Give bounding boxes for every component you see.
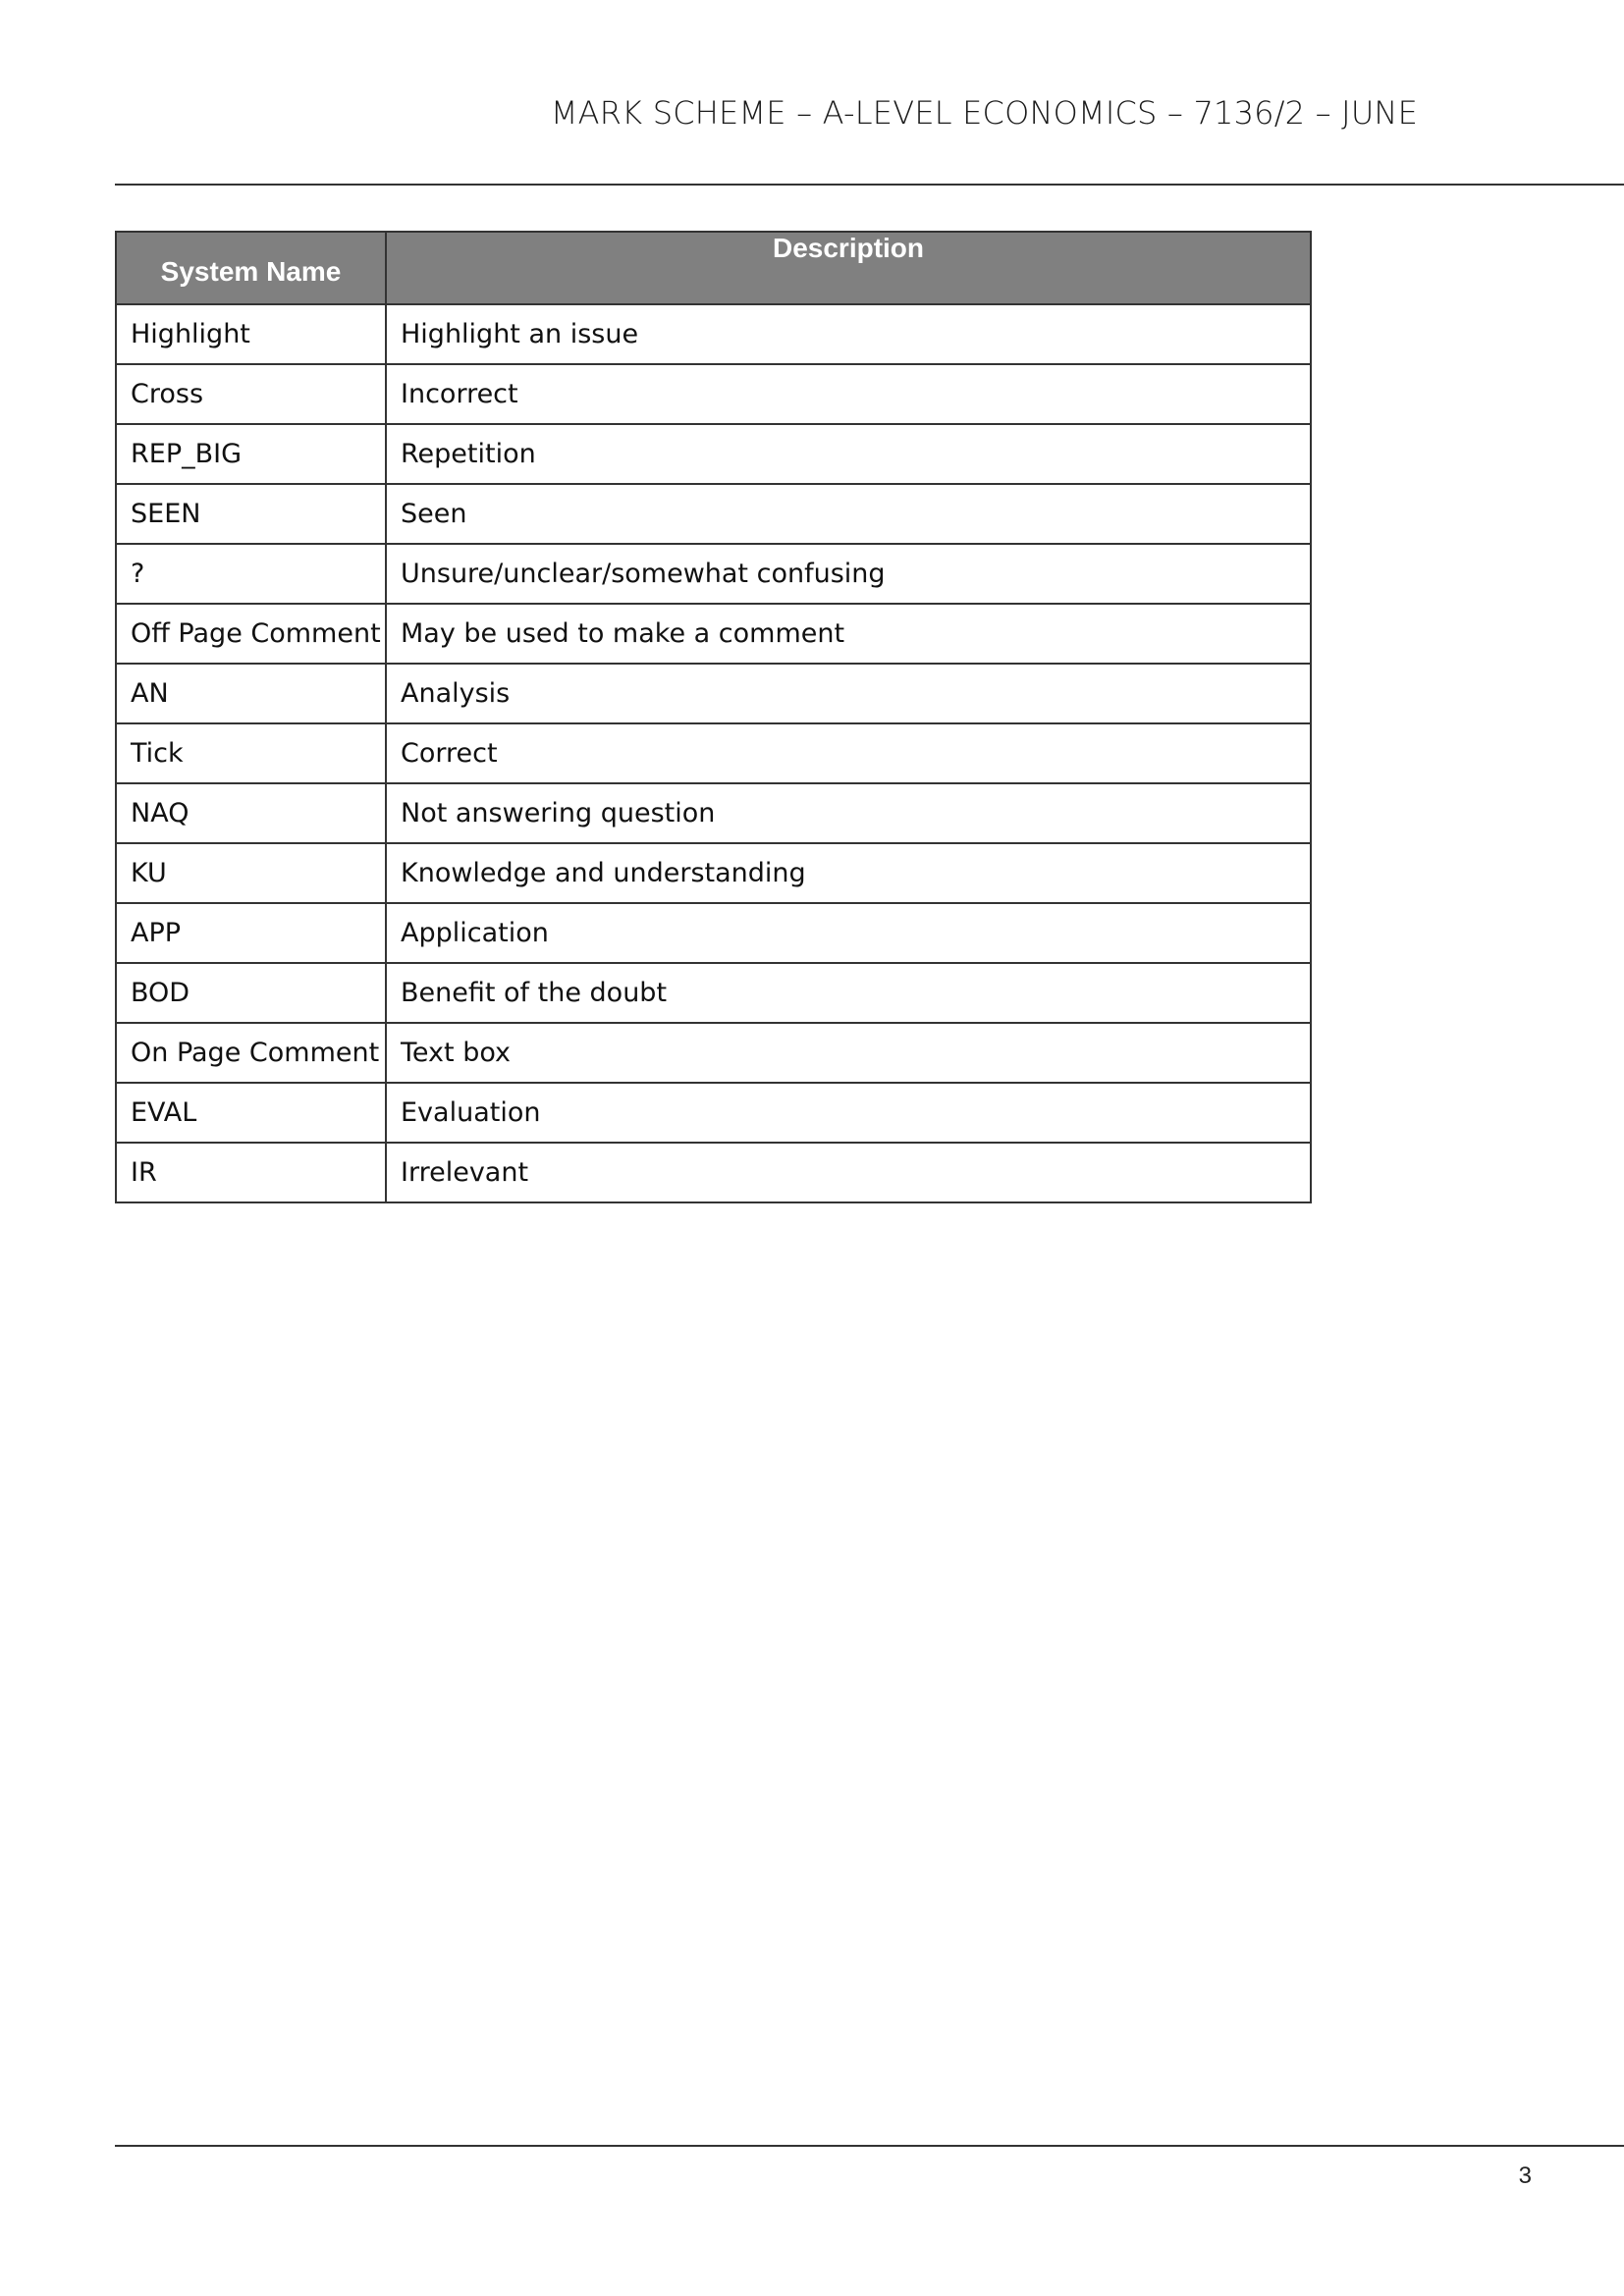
description-cell: Repetition [386, 424, 1311, 484]
table-row [116, 304, 1311, 364]
description-cell: May be used to make a comment [386, 604, 1311, 664]
description-cell: Knowledge and understanding [386, 843, 1311, 903]
page-number: 3 [1518, 2163, 1532, 2189]
header-divider [115, 184, 1624, 186]
table-row [116, 723, 1311, 783]
footer-divider [115, 2145, 1624, 2147]
system-name-cell: EVAL [116, 1083, 386, 1143]
description-cell: Analysis [386, 664, 1311, 723]
description-cell: Benefit of the doubt [386, 963, 1311, 1023]
description-cell: Correct [386, 723, 1311, 783]
system-name-cell: APP [116, 903, 386, 963]
system-name-cell: Off Page Comment [116, 604, 386, 664]
system-name-cell: SEEN [116, 484, 386, 544]
table-row [116, 783, 1311, 843]
system-name-cell: KU [116, 843, 386, 903]
system-name-cell: REP_BIG [116, 424, 386, 484]
description-cell: Text box [386, 1023, 1311, 1083]
system-name-cell: IR [116, 1143, 386, 1202]
description-cell: Unsure/unclear/somewhat confusing [386, 544, 1311, 604]
table-row [116, 544, 1311, 604]
table-row [116, 664, 1311, 723]
table-row [116, 1083, 1311, 1143]
table-row [116, 1023, 1311, 1083]
table-row [116, 484, 1311, 544]
table-row [116, 1143, 1311, 1202]
table-row [116, 364, 1311, 424]
system-name-cell: NAQ [116, 783, 386, 843]
annotation-codes-table [115, 231, 1312, 1203]
description-cell: Seen [386, 484, 1311, 544]
description-cell: Not answering question [386, 783, 1311, 843]
description-cell: Irrelevant [386, 1143, 1311, 1202]
description-cell: Highlight an issue [386, 304, 1311, 364]
table-row [116, 963, 1311, 1023]
system-name-cell: Cross [116, 364, 386, 424]
system-name-cell: AN [116, 664, 386, 723]
table-row [116, 903, 1311, 963]
page-header-title: MARK SCHEME – A-LEVEL ECONOMICS – 7136/2 – JUNE [550, 94, 1418, 132]
column-header-system-name: System Name [116, 232, 386, 304]
table-header-row [116, 232, 1311, 304]
table-row [116, 843, 1311, 903]
system-name-cell: Highlight [116, 304, 386, 364]
table-row [116, 604, 1311, 664]
column-header-description: Description [386, 232, 1311, 304]
description-cell: Incorrect [386, 364, 1311, 424]
system-name-cell: On Page Comment [116, 1023, 386, 1083]
table-row [116, 424, 1311, 484]
system-name-cell: BOD [116, 963, 386, 1023]
system-name-cell: ? [116, 544, 386, 604]
description-cell: Evaluation [386, 1083, 1311, 1143]
description-cell: Application [386, 903, 1311, 963]
system-name-cell: Tick [116, 723, 386, 783]
